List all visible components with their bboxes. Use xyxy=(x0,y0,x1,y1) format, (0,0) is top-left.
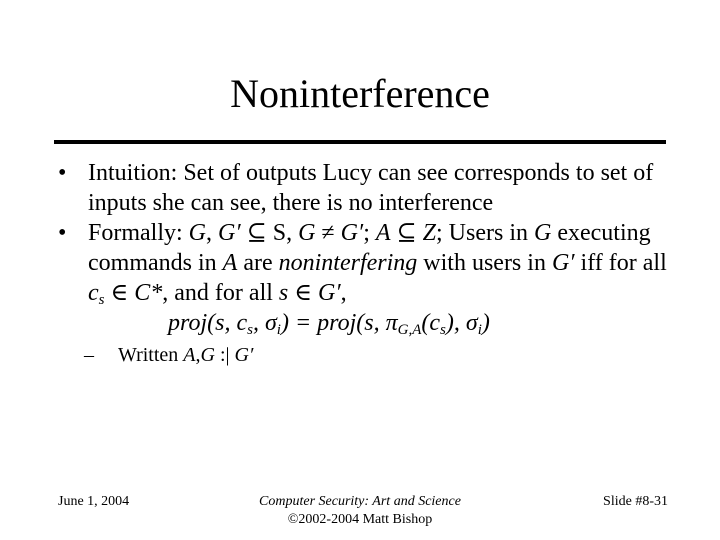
footer-course-title: Computer Security: Art and Science xyxy=(259,494,461,509)
footer-date: June 1, 2004 xyxy=(58,494,130,509)
footer-course xyxy=(220,493,500,529)
title-divider xyxy=(54,140,666,144)
bullet-marker: • xyxy=(58,220,67,246)
footer-slide-number: Slide #8-31 xyxy=(603,494,668,509)
noninterference-formula: proj(s, $c_s$, $\sigma_i$) = proj(s, $\pi_{G,A}(c_s)$, $\sigma_i$) xyxy=(168,310,490,338)
sub-bullet-marker: – xyxy=(84,344,94,366)
bullet-text: Intuition: Set of outputs Lucy can see corresponds to set of inputs she can see, there is no interference xyxy=(88,160,654,216)
bullet-text: Formally: G, G′ ⊆ S, G ≠ G′; A ⊆ Z; Users in G executing commands in A are noninterfering with users in G′ iff for all $c_s$ ∈ C*, and for all s ∈ G′, xyxy=(88,220,667,308)
sub-bullet-text: Written A,G :| G′ xyxy=(118,344,254,366)
footer-copyright: ©2002-2004 Matt Bishop xyxy=(287,512,433,527)
slide-body xyxy=(58,158,678,368)
bullet-formally xyxy=(58,218,678,338)
slide-title: Noninterference xyxy=(230,71,490,116)
sub-bullet-written xyxy=(84,342,678,368)
bullet-intuition xyxy=(58,158,678,218)
bullet-marker: • xyxy=(58,160,67,186)
